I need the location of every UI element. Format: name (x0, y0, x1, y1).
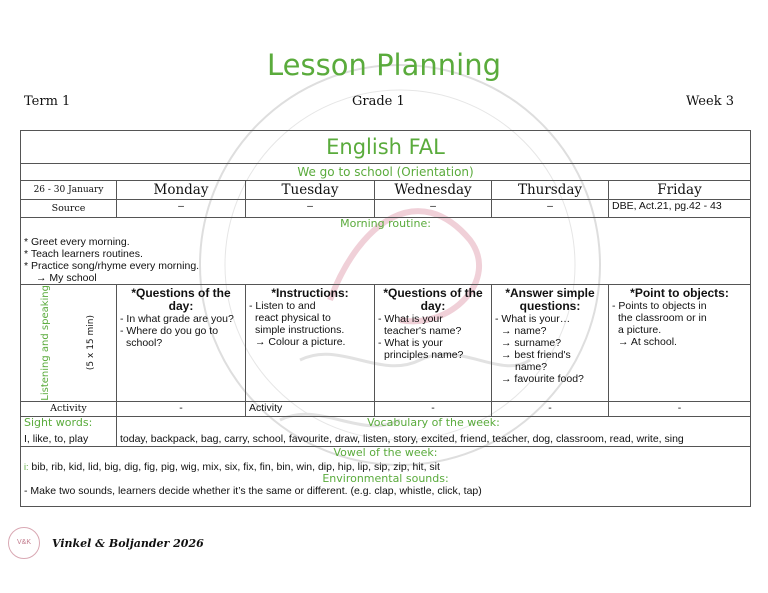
listening-line: - Where do you go to (120, 325, 219, 337)
footer-credit: Vinkel & Boljander 2026 (52, 537, 204, 550)
vocabulary-text: today, backpack, bag, carry, school, favourite, draw, listen, story, excited, friend, teacher, dog, classroom, read, write, sing (120, 432, 684, 445)
listening-heading: *Questions of the day: (383, 286, 483, 313)
morning-routine (21, 218, 751, 285)
source-friday: DBE, Act.21, pg.42 - 43 (609, 200, 751, 218)
listening-label: Listening and speaking (39, 285, 51, 401)
activity-friday: - (609, 401, 751, 416)
vocabulary-cell (117, 416, 751, 446)
day-friday: Friday (609, 181, 751, 200)
listening-line: → Colour a picture. (255, 336, 346, 348)
listening-line: a picture. (618, 324, 662, 336)
listening-line: - What is your… (495, 313, 571, 325)
listening-heading: *Questions of the day: (131, 286, 231, 313)
week-label: Week 3 (686, 94, 734, 109)
source-thursday: – (492, 200, 609, 218)
day-tuesday: Tuesday (246, 181, 375, 200)
morning-item: * Teach learners routines. (24, 248, 143, 260)
listening-sublabel: (5 x 15 min) (86, 315, 97, 371)
listening-friday (609, 285, 751, 402)
page-title: Lesson Planning (267, 48, 501, 82)
sight-words-heading: Sight words: (24, 415, 93, 429)
listening-label-cell (21, 285, 117, 402)
vowel-heading: Vowel of the week: (333, 445, 438, 459)
listening-line: - In what grade are you? (120, 313, 234, 325)
listening-monday (117, 285, 246, 402)
morning-routine-heading: Morning routine: (340, 217, 431, 230)
listening-heading: *Point to objects: (630, 286, 729, 300)
listening-line: → name? (501, 325, 547, 337)
grade-label: Grade 1 (352, 94, 405, 109)
sight-words-text: I, like, to, play (24, 432, 89, 445)
source-wednesday: – (375, 200, 492, 218)
lesson-plan-table (20, 130, 750, 500)
listening-line: react physical to (255, 312, 331, 324)
morning-routine-list (24, 236, 747, 284)
vowel-marker: i: (24, 461, 29, 472)
term-label: Term 1 (24, 94, 71, 109)
sight-words-cell (21, 416, 117, 446)
activity-monday: - (117, 401, 246, 416)
theme-title: We go to school (Orientation) (21, 164, 751, 181)
listening-line: - Listen to and (249, 300, 316, 312)
day-monday: Monday (117, 181, 246, 200)
listening-line: → surname? (501, 337, 562, 349)
source-label: Source (21, 200, 117, 218)
brand-logo: V&K (8, 527, 40, 559)
listening-line: → favourite food? (501, 373, 584, 385)
morning-item: * Practice song/rhyme every morning. (24, 260, 200, 272)
day-thursday: Thursday (492, 181, 609, 200)
listening-line: → At school. (618, 336, 677, 348)
listening-heading: *Answer simple questions: (505, 286, 595, 313)
dates-cell: 26 - 30 January (21, 181, 117, 200)
vocabulary-heading: Vocabulary of the week: (367, 415, 500, 429)
vowel-environmental-cell (21, 446, 751, 506)
listening-line: name? (515, 361, 548, 373)
listening-line: - What is your (378, 337, 443, 349)
environmental-text: - Make two sounds, learners decide whether it’s the same or different. (e.g. clap, whistle, click, tap) (24, 484, 482, 497)
listening-line: teacher's name? (384, 325, 462, 337)
activity-thursday: - (492, 401, 609, 416)
listening-tuesday (246, 285, 375, 402)
listening-line: → best friend's (501, 349, 571, 361)
activity-label: Activity (21, 401, 117, 416)
day-wednesday: Wednesday (375, 181, 492, 200)
source-tuesday: – (246, 200, 375, 218)
listening-line: simple instructions. (255, 324, 345, 336)
activity-wednesday: - (375, 401, 492, 416)
vowel-text: bib, rib, kid, lid, big, dig, fig, pig, wig, mix, six, fix, fin, bin, win, dip, hip, lip, sip, zip, hit, sit (31, 460, 440, 473)
source-monday: – (117, 200, 246, 218)
morning-item: * Greet every morning. (24, 236, 130, 248)
subject-title: English FAL (21, 131, 751, 164)
listening-wednesday (375, 285, 492, 402)
listening-line: - Points to objects in (612, 300, 707, 312)
listening-heading: *Instructions: (271, 286, 349, 300)
listening-line: - What is your (378, 313, 443, 325)
listening-thursday (492, 285, 609, 402)
environmental-heading: Environmental sounds: (322, 471, 449, 485)
listening-line: the classroom or in (618, 312, 707, 324)
activity-tuesday: Activity (246, 401, 375, 416)
listening-line: principles name? (384, 349, 464, 361)
listening-line: school? (126, 337, 163, 349)
morning-item: → My school (36, 272, 97, 284)
